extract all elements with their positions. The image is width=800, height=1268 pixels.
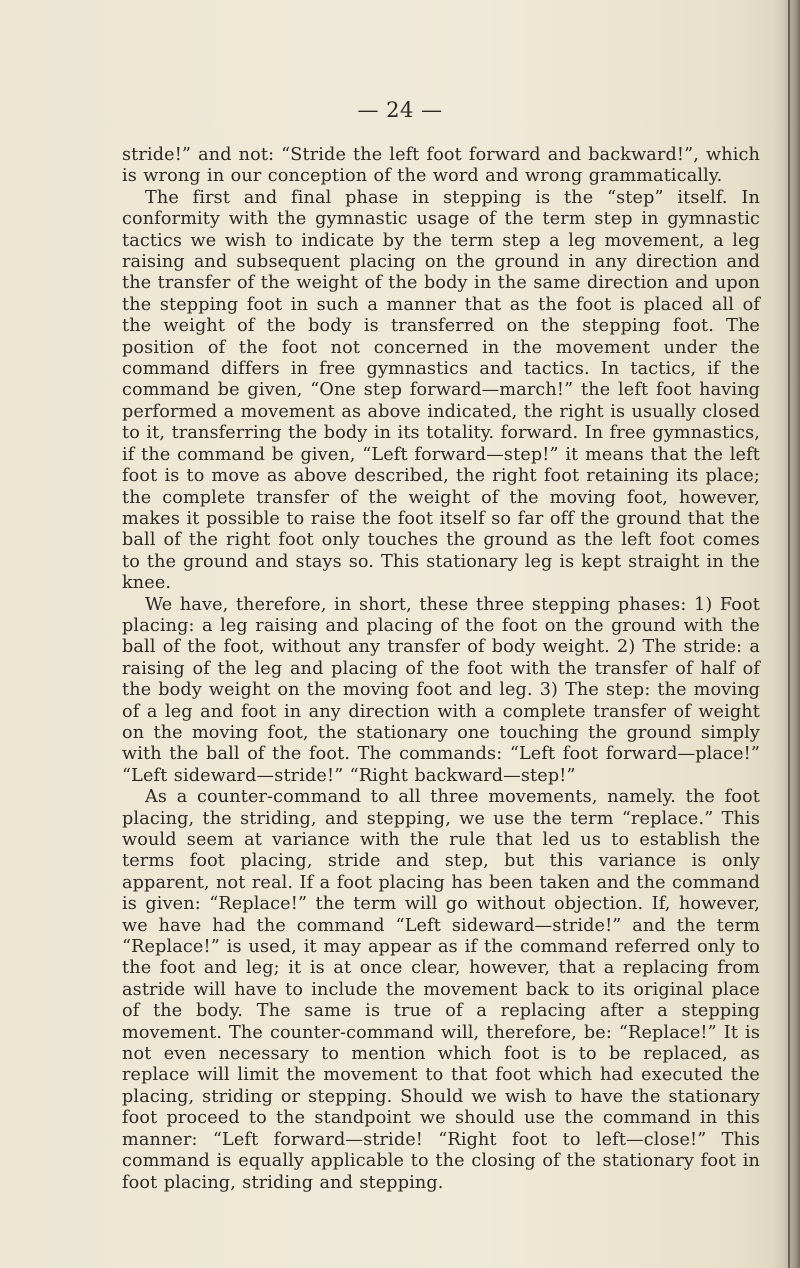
body-text	[122, 145, 760, 1194]
page-number: — 24 —	[357, 98, 443, 122]
page-edge-shadow	[774, 0, 800, 1268]
paragraph-counter-command: As a counter-command to all three movements, namely. the foot placing, the striding, and stepping, we use the term “replace.” This would seem at variance with the rule that led us to establish the terms foot placing, stride and step, but this variance is only apparent, not real. If a foot placing has been taken and the command is given: “Replace!” the term will go without objection. If, however, we have had the command “Left sideward—stride!” and the term “Replace!” is used, it may appear as if the command referred only to the foot and leg; it is at once clear, however, that a replacing from astride will have to include the movement back to its original place of the body. The same is true of a replacing after a stepping movement. The counter-command will, therefore, be: “Replace!” It is not even necessary to mention which foot is to be replaced, as replace will limit the movement to that foot which had executed the placing, striding or stepping. Should we wish to have the stationary foot proceed to the standpoint we should use the command in this manner: “Left forward—stride! “Right foot to left—close!” This command is equally applicable to the closing of the stationary foot in foot placing, striding and stepping.	[122, 787, 760, 1193]
paragraph-step-definition: The first and final phase in stepping is the “step” itself. In conformity with the gymnastic usage of the term step in gymnastic tactics we wish to indicate by the term step a leg movement, a leg raising and subsequent placing on the ground in any direction and the transfer of the weight of the body in the same direction and upon the stepping foot in such a manner that as the foot is placed all of the weight of the body is transferred on the stepping foot. The position of the foot not concerned in the movement under the command differs in free gymnastics and tactics. In tactics, if the command be given, “One step forward—march!” the left foot having performed a movement as above indicated, the right is usually closed to it, transferring the body in its totality. forward. In free gymnastics, if the command be given, “Left forward—step!” it means that the left foot is to move as above described, the right foot retaining its place; the complete transfer of the weight of the moving foot, however, makes it possible to raise the foot itself so far off the ground that the ball of the right foot only touches the ground as the left foot comes to the ground and stays so. This stationary leg is kept straight in the knee.	[122, 187, 760, 594]
paragraph-continuation: stride!” and not: “Stride the left foot forward and backward!”, which is wrong in our conception of the word and wrong grammatically.	[122, 145, 760, 187]
binding-line	[788, 0, 790, 1268]
paragraph-stepping-phases: We have, therefore, in short, these three stepping phases: 1) Foot placing: a leg raising and placing of the foot on the ground with the ball of the foot, without any transfer of body weight. 2) The stride: a raising of the leg and placing of the foot with the transfer of half of the body weight on the moving foot and leg. 3) The step: the moving of a leg and foot in any direction with a complete transfer of weight on the moving foot, the stationary one touching the ground simply with the ball of the foot. The commands: “Left foot forward—place!” “Left sideward—stride!” “Right backward—step!”	[122, 594, 760, 786]
